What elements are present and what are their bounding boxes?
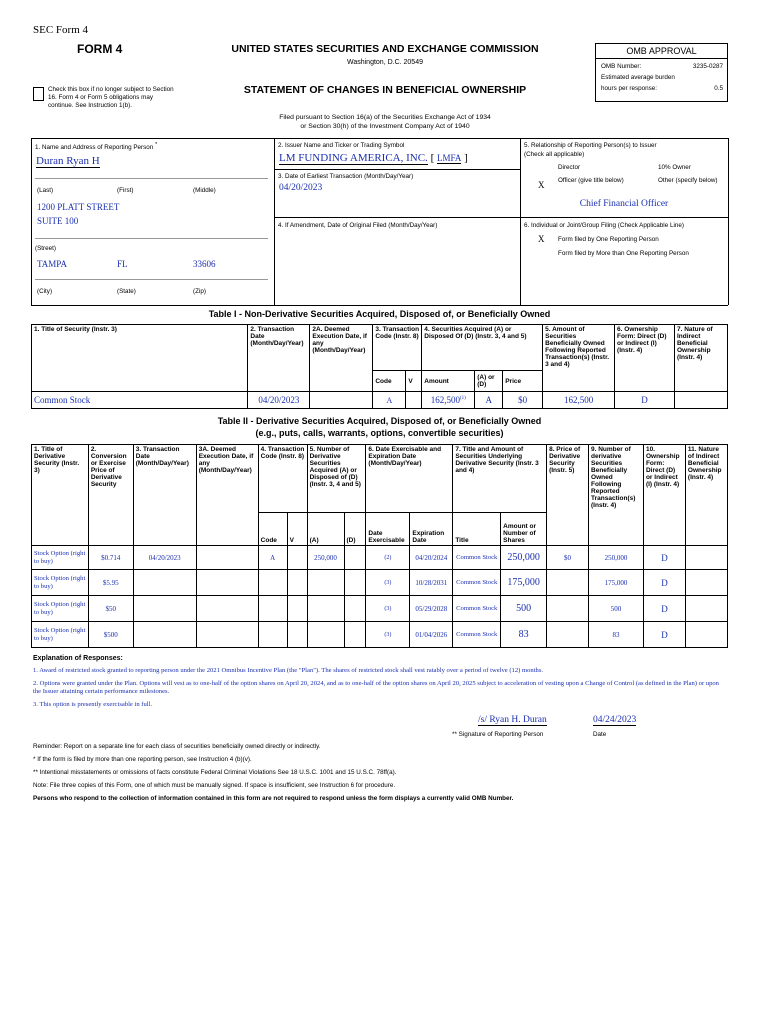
street-line-1: 1200 PLATT STREET: [37, 202, 120, 212]
t2-h10: 10. Ownership Form: Direct (D) or Indirect (I) (Instr. 4): [643, 445, 685, 546]
t1-h5: 5. Amount of Securities Beneficially Owned Following Reported Transaction(s) (Instr. 3 and 4): [543, 325, 615, 392]
t2-r0-nature: [685, 546, 727, 570]
last-label: (Last): [37, 187, 54, 194]
t2-r0-a: 250,000: [307, 546, 344, 570]
middle-label: (Middle): [193, 187, 216, 194]
t2-h7: 7. Title and Amount of Securities Underlying Derivative Security (Instr. 3 and 4): [453, 445, 547, 513]
t1-h7: 7. Nature of Indirect Beneficial Ownership (Instr. 4): [674, 325, 727, 392]
state-value: FL: [117, 259, 128, 269]
other-label: Other (specify below): [658, 177, 718, 184]
t2-r0-code: A: [258, 546, 287, 570]
t2-r3-v: [287, 622, 307, 648]
date-label: Date: [593, 731, 607, 738]
t1-sub-ad: (A) or (D): [475, 371, 503, 392]
t2-r2-price: $50: [88, 596, 133, 622]
explanation-title: Explanation of Responses:: [33, 655, 123, 662]
ticker-close-bracket: ]: [464, 152, 468, 164]
t1-r0-price: $0: [503, 392, 543, 409]
t1-h3: 3. Transaction Code (Instr. 8): [373, 325, 422, 371]
table2: [31, 444, 728, 648]
t2-h3: 3. Transaction Date (Month/Day/Year): [133, 445, 196, 546]
city-label: (City): [37, 288, 53, 295]
omb-number-label: OMB Number:: [601, 63, 642, 70]
t2-r1-form: D: [643, 570, 685, 596]
first-label: (First): [117, 187, 134, 194]
box2-label: 2. Issuer Name and Ticker or Trading Symbol: [278, 142, 405, 149]
t2-r0-under-title: Common Stock: [453, 546, 501, 570]
table1-title: Table I - Non-Derivative Securities Acquired, Disposed of, or Beneficially Owned: [208, 309, 551, 319]
section16-checkbox[interactable]: [33, 87, 44, 101]
t2-r0-price: $0.714: [88, 546, 133, 570]
t1-r0-deemed: [310, 392, 373, 409]
omb-number-value: 3235-0287: [692, 63, 723, 70]
table-row: [32, 392, 728, 409]
footer-reminder: Reminder: Report on a separate line for each class of securities beneficially owned directly or indirectly.: [33, 743, 321, 750]
footer-note-4: Persons who respond to the collection of information contained in this form are not required to respond unless the form displays a currently valid OMB Number.: [33, 795, 514, 802]
t1-r0-amount: 162,500: [430, 395, 460, 405]
t2-r1-under-amount: 175,000: [501, 570, 547, 596]
table-row: [32, 596, 728, 622]
more-person-label: Form filed by More than One Reporting Person: [558, 250, 689, 257]
t2-r2-under-amount: 500: [501, 596, 547, 622]
t2-r3-expiration: 01/04/2026: [410, 622, 453, 648]
box6-label: 6. Individual or Joint/Group Filing (Check Applicable Line): [524, 222, 684, 229]
filed-pursuant-2: or Section 30(h) of the Investment Company Act of 1940: [300, 123, 470, 130]
footer-note-2: ** Intentional misstatements or omissions of facts constitute Federal Criminal Violations See 18 U.S.C. 1001 and 15 U.S.C. 78ff(a).: [33, 769, 397, 776]
t2-r0-expiration: 04/20/2024: [410, 546, 453, 570]
footer-note-3: Note: File three copies of this Form, one of which must be manually signed. If space is insufficient, see Instruction 6 for procedure.: [33, 782, 396, 789]
t1-sub-v: V: [406, 371, 422, 392]
t2-r0-exercisable: (2): [366, 546, 410, 570]
t1-sub-price: Price: [503, 371, 543, 392]
explanation-note-2: 2. Options were granted under the Plan. Options will vest as to one-half of the option shares on April 20, 2024, and as to one-half of the option shares on April 20, 2025 subject to acceleration of vesting upon a Change of Control (as defined in the Plan) or upon the Issuer attaining certain performance milestones.: [33, 680, 719, 695]
t2-r1-v: [287, 570, 307, 596]
street-label: (Street): [35, 245, 56, 252]
earliest-transaction-date: 04/20/2023: [279, 183, 323, 193]
t2-sub-title: Title: [453, 513, 501, 546]
t1-r0-title: Common Stock: [32, 392, 248, 409]
officer-title: Chief Financial Officer: [579, 199, 669, 209]
t2-r0-form: D: [643, 546, 685, 570]
omb-hours-label: hours per response:: [601, 85, 658, 92]
t2-r3-form: D: [643, 622, 685, 648]
footer-note-1: * If the form is filed by more than one reporting person, see Instruction 4 (b)(v).: [33, 756, 252, 763]
t2-r1-d: [344, 570, 366, 596]
t2-r3-deemed: [196, 622, 258, 648]
t2-r2-expiration: 05/29/2028: [410, 596, 453, 622]
filed-pursuant-1: Filed pursuant to Section 16(a) of the Securities Exchange Act of 1934: [279, 114, 491, 121]
omb-hours-value: 0.5: [714, 85, 723, 92]
ticker-open-bracket: [: [430, 152, 435, 164]
t2-r1-expiration: 10/28/2031: [410, 570, 453, 596]
explanation-note-3: 3. This option is presently exercisable in full.: [33, 701, 153, 708]
box1-label: [35, 142, 157, 151]
director-label: Director: [558, 164, 581, 171]
reporting-person-name: Duran Ryan H: [36, 155, 100, 167]
t2-r3-code: [258, 622, 287, 648]
t2-r1-a: [307, 570, 344, 596]
t2-r2-deemed: [196, 596, 258, 622]
street-line-2: SUITE 100: [37, 216, 79, 226]
t2-r3-date: [133, 622, 196, 648]
t2-h2: 2. Conversion or Exercise Price of Derivative Security: [88, 445, 133, 546]
t1-sub-amount: Amount: [422, 371, 475, 392]
officer-label: Officer (give title below): [558, 177, 624, 184]
t1-r0-owned: 162,500: [543, 392, 615, 409]
table-row: [32, 546, 728, 570]
t1-r0-nature: [674, 392, 727, 409]
t2-h5: 5. Number of Derivative Securities Acquired (A) or Disposed of (D) (Instr. 3, 4 and 5): [307, 445, 366, 513]
issuer-name: LM FUNDING AMERICA, INC.: [279, 152, 428, 164]
t2-r2-under-title: Common Stock: [453, 596, 501, 622]
t2-r1-owned: 175,000: [589, 570, 644, 596]
t1-r0-amount-note: (1): [459, 396, 466, 401]
t2-r3-under-title: Common Stock: [453, 622, 501, 648]
t2-r0-deriv-price: $0: [547, 546, 589, 570]
t1-sub-code: Code: [373, 371, 406, 392]
corner-label: SEC Form 4: [33, 24, 89, 36]
t2-sub-code: Code: [258, 513, 287, 546]
t2-r3-under-amount: 83: [501, 622, 547, 648]
t2-r1-date: [133, 570, 196, 596]
t2-r2-date: [133, 596, 196, 622]
omb-title: OMB APPROVAL: [596, 44, 727, 59]
t2-h6: 6. Date Exercisable and Expiration Date (Month/Day/Year): [366, 445, 453, 513]
t2-r1-deemed: [196, 570, 258, 596]
t2-sub-d: (D): [344, 513, 366, 546]
one-person-checkmark[interactable]: X: [538, 234, 545, 244]
table-row: [32, 622, 728, 648]
t1-r0-form: D: [615, 392, 675, 409]
form-title: FORM 4: [77, 42, 123, 56]
t2-r2-a: [307, 596, 344, 622]
t2-sub-a: (A): [307, 513, 344, 546]
t1-h6: 6. Ownership Form: Direct (D) or Indirect (I) (Instr. 4): [615, 325, 675, 392]
t2-r1-exercisable: (3): [366, 570, 410, 596]
t2-r3-d: [344, 622, 366, 648]
t2-r3-owned: 83: [589, 622, 644, 648]
state-label: (State): [117, 288, 136, 295]
t2-r2-exercisable: (3): [366, 596, 410, 622]
explanation-note-1: 1. Award of restricted stock granted to reporting person under the 2021 Omnibus Incentive Plan (the "Plan"). The shares of restricted stock shall vest ratably over a period of twelve (12) months.: [33, 667, 544, 674]
t2-sub-amount: Amount or Number of Shares: [501, 513, 547, 546]
statement-title: STATEMENT OF CHANGES IN BENEFICIAL OWNERSHIP: [243, 84, 527, 96]
table1: [31, 324, 728, 409]
t2-r3-title: Stock Option (right to buy): [32, 622, 89, 648]
t2-r3-price: $500: [88, 622, 133, 648]
box5-label: 5. Relationship of Reporting Person(s) to Issuer: [524, 142, 657, 149]
t2-r0-under-amount: 250,000: [501, 546, 547, 570]
box1-asterisk: *: [155, 142, 158, 148]
t2-h4: 4. Transaction Code (Instr. 8): [258, 445, 307, 513]
t1-r0-v: [406, 392, 422, 409]
t1-r0-ad: A: [475, 392, 503, 409]
signature-label: ** Signature of Reporting Person: [452, 731, 544, 738]
t1-r0-amount-cell: [422, 392, 475, 409]
t2-r1-under-title: Common Stock: [453, 570, 501, 596]
one-person-label: Form filed by One Reporting Person: [558, 236, 659, 243]
box3-label: 3. Date of Earliest Transaction (Month/Day/Year): [278, 173, 414, 180]
box1-label-text: 1. Name and Address of Reporting Person: [35, 144, 154, 152]
table2-title: Table II - Derivative Securities Acquired, Disposed of, or Beneficially Owned: [217, 416, 542, 426]
t2-r2-v: [287, 596, 307, 622]
table2-subtitle: (e.g., puts, calls, warrants, options, convertible securities): [255, 428, 504, 438]
officer-checkmark[interactable]: X: [538, 180, 545, 190]
t2-r3-exercisable: (3): [366, 622, 410, 648]
box4-label: 4. If Amendment, Date of Original Filed (Month/Day/Year): [278, 222, 438, 229]
t1-h2a: 2A. Deemed Execution Date, if any (Month/Day/Year): [310, 325, 373, 392]
t1-h1: 1. Title of Security (Instr. 3): [32, 325, 248, 392]
t1-h4: 4. Securities Acquired (A) or Disposed Of (D) (Instr. 3, 4 and 5): [422, 325, 543, 371]
t2-sub-exercisable: Date Exercisable: [366, 513, 410, 546]
t2-r2-form: D: [643, 596, 685, 622]
t2-r1-price: $5.95: [88, 570, 133, 596]
t2-r0-title: Stock Option (right to buy): [32, 546, 89, 570]
t2-h11: 11. Nature of Indirect Beneficial Ownership (Instr. 4): [685, 445, 727, 546]
t2-r1-title: Stock Option (right to buy): [32, 570, 89, 596]
t2-r2-d: [344, 596, 366, 622]
signature-date: 04/24/2023: [593, 715, 637, 725]
city-value: TAMPA: [37, 259, 67, 269]
t2-r1-deriv-price: [547, 570, 589, 596]
t2-sub-expiration: Expiration Date: [410, 513, 453, 546]
zip-label: (Zip): [193, 288, 206, 295]
t2-r3-deriv-price: [547, 622, 589, 648]
t2-r2-deriv-price: [547, 596, 589, 622]
signature-name: /s/ Ryan H. Duran: [478, 715, 547, 725]
issuer-name-line: [279, 152, 468, 164]
t2-r1-nature: [685, 570, 727, 596]
zip-value: 33606: [193, 259, 216, 269]
t2-r3-nature: [685, 622, 727, 648]
checkbox-text: Check this box if no longer subject to Section 16. Form 4 or Form 5 obligations may continue. See Instruction 1(b).: [48, 86, 174, 109]
t2-r0-date: 04/20/2023: [133, 546, 196, 570]
t2-r2-nature: [685, 596, 727, 622]
t2-h8: 8. Price of Derivative Security (Instr. 5): [547, 445, 589, 546]
box5-sublabel: (Check all applicable): [524, 151, 585, 158]
t2-r0-v: [287, 546, 307, 570]
t2-r3-a: [307, 622, 344, 648]
omb-approval-box: [595, 43, 728, 102]
t1-h2: 2. Transaction Date (Month/Day/Year): [248, 325, 310, 392]
t2-r2-owned: 500: [589, 596, 644, 622]
agency-title: UNITED STATES SECURITIES AND EXCHANGE COMMISSION: [231, 43, 539, 55]
t2-h1: 1. Title of Derivative Security (Instr. 3): [32, 445, 89, 546]
ticker-symbol: LMFA: [436, 153, 462, 163]
omb-burden-label: Estimated average burden: [601, 74, 675, 81]
t2-h9: 9. Number of derivative Securities Beneficially Owned Following Reported Transaction(s) (Instr. 4): [589, 445, 644, 546]
t2-r2-title: Stock Option (right to buy): [32, 596, 89, 622]
t2-r0-d: [344, 546, 366, 570]
agency-location: Washington, D.C. 20549: [346, 59, 423, 66]
ten-pct-owner-label: 10% Owner: [658, 164, 691, 171]
t2-r0-deemed: [196, 546, 258, 570]
t2-h3a: 3A. Deemed Execution Date, if any (Month/Day/Year): [196, 445, 258, 546]
t2-r0-owned: 250,000: [589, 546, 644, 570]
t1-r0-code: A: [373, 392, 406, 409]
t1-r0-date: 04/20/2023: [248, 392, 310, 409]
t2-sub-v: V: [287, 513, 307, 546]
t2-r2-code: [258, 596, 287, 622]
table-row: [32, 570, 728, 596]
t2-r1-code: [258, 570, 287, 596]
